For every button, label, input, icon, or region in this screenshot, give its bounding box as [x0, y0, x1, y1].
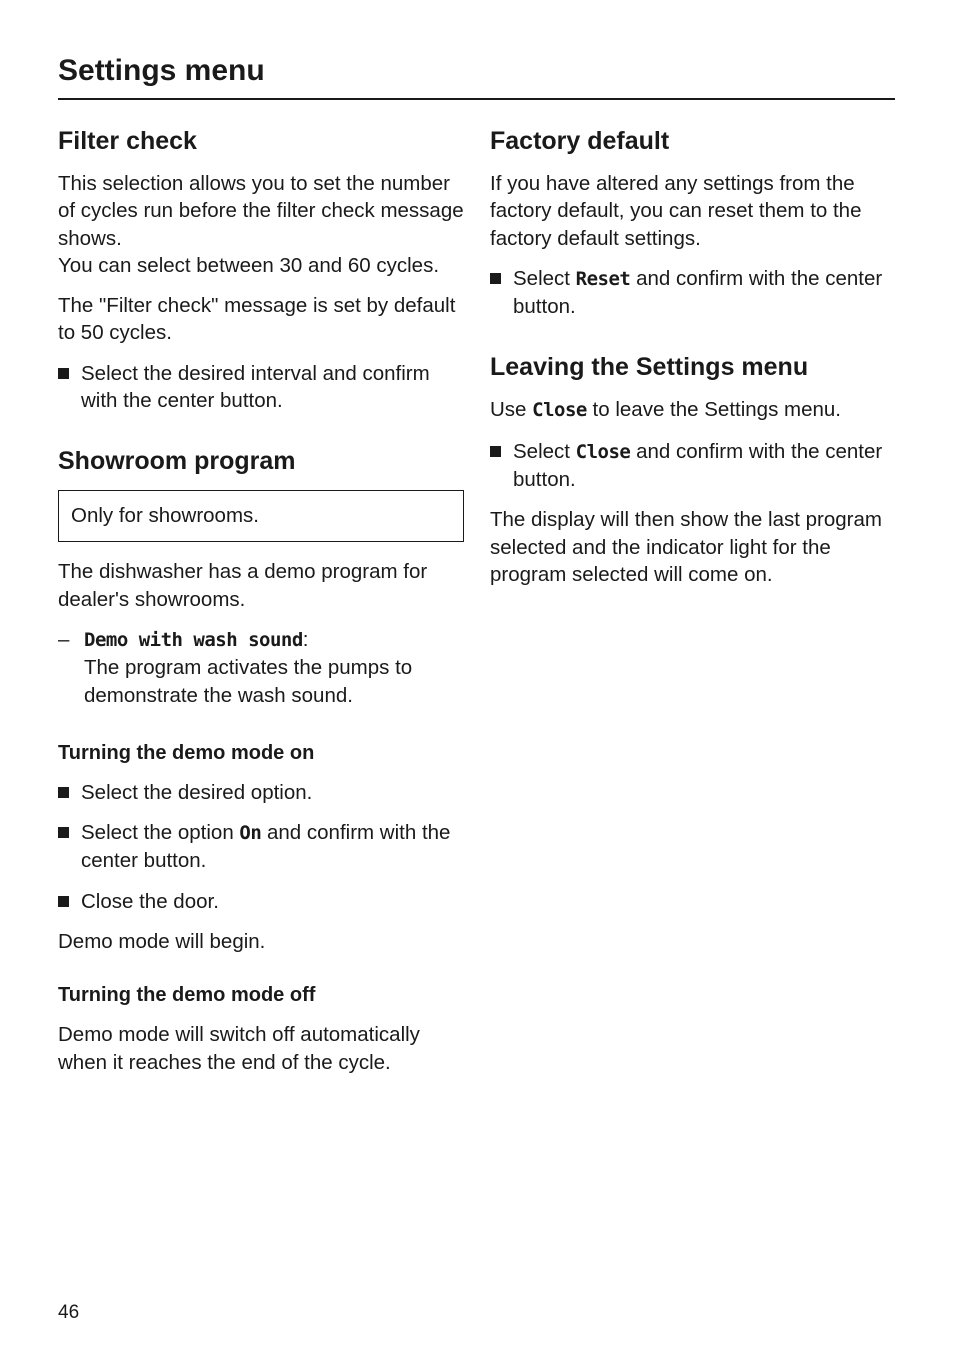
option-display-text: Demo with wash sound [84, 628, 303, 651]
display-text-close: Close [532, 399, 587, 422]
step-text-post: and confirm with the center button. [81, 821, 451, 873]
list-item [490, 265, 896, 321]
step-text-post: and confirm with the center button. [513, 266, 883, 319]
dash-bullet: – [58, 627, 70, 651]
square-bullet-icon [490, 446, 501, 457]
showroom-note-box: Only for showrooms. [58, 490, 464, 542]
display-text-close: Close [575, 440, 631, 463]
square-bullet-icon [58, 827, 69, 838]
showroom-heading: Showroom program [58, 447, 296, 476]
square-bullet-icon [58, 896, 69, 907]
factory-default-heading: Factory default [490, 127, 670, 155]
square-bullet-icon [58, 787, 69, 798]
page-title: Settings menu [58, 54, 265, 87]
demo-on-section [58, 739, 464, 955]
filter-check-section [58, 124, 464, 414]
option-colon: : [302, 627, 309, 651]
demo-on-steps [58, 779, 464, 915]
leaving-intro [490, 396, 896, 424]
leaving-result: The display will then show the last program selected and the indicator light for the program selected will come on. [490, 508, 882, 586]
step-text-post: and confirm with the center button. [513, 439, 883, 492]
filter-check-intro-line1: This selection allows you to set the number of cycles run before the filter check message shows. [58, 172, 464, 250]
showroom-section [58, 444, 464, 708]
option-description: The program activates the pumps to demonstrate the wash sound. [84, 656, 413, 707]
title-divider [58, 98, 895, 100]
filter-check-heading: Filter check [58, 127, 197, 155]
step-text: Close the door. [81, 889, 219, 913]
leaving-steps [490, 438, 896, 494]
list-item [490, 438, 896, 494]
step-text-pre: Select [513, 266, 576, 290]
demo-off-text: Demo mode will switch off automatically when it reaches the end of the cycle. [58, 1023, 420, 1074]
factory-default-text: If you have altered any settings from the factory default, you can reset them to the factory default settings. [490, 172, 862, 250]
filter-check-intro-line2: You can select between 30 and 60 cycles. [58, 253, 440, 277]
factory-default-steps [490, 265, 896, 321]
step-text: Select the desired option. [81, 780, 313, 804]
left-column [58, 124, 464, 1089]
demo-off-heading: Turning the demo mode off [58, 984, 316, 1007]
step-text-pre: Select [513, 439, 576, 463]
page-number: 46 [58, 1302, 80, 1323]
demo-on-heading: Turning the demo mode on [58, 741, 315, 764]
list-item [58, 779, 464, 806]
leaving-intro-pre: Use [490, 398, 533, 422]
list-item [58, 888, 464, 915]
showroom-description: The dishwasher has a demo program for dealer's showrooms. [58, 560, 428, 611]
leaving-section [490, 350, 896, 588]
factory-default-section [490, 124, 896, 320]
leaving-intro-post: to leave the Settings menu. [586, 398, 841, 422]
square-bullet-icon [58, 368, 69, 379]
list-item [58, 819, 464, 875]
right-column [490, 124, 896, 601]
demo-on-result: Demo mode will begin. [58, 930, 266, 954]
showroom-option [58, 626, 464, 709]
filter-check-default: The "Filter check" message is set by default to 50 cycles. [58, 294, 456, 345]
square-bullet-icon [490, 273, 501, 284]
step-text-pre: Select the option [81, 821, 240, 845]
display-text-reset: Reset [575, 267, 631, 290]
display-text-on: On [239, 822, 262, 845]
leaving-heading: Leaving the Settings menu [490, 353, 809, 382]
step-text: Select the desired interval and confirm with the center button. [81, 361, 430, 413]
filter-check-steps [58, 360, 464, 415]
filter-check-intro [58, 170, 464, 279]
demo-off-section [58, 981, 464, 1076]
list-item [58, 360, 464, 415]
